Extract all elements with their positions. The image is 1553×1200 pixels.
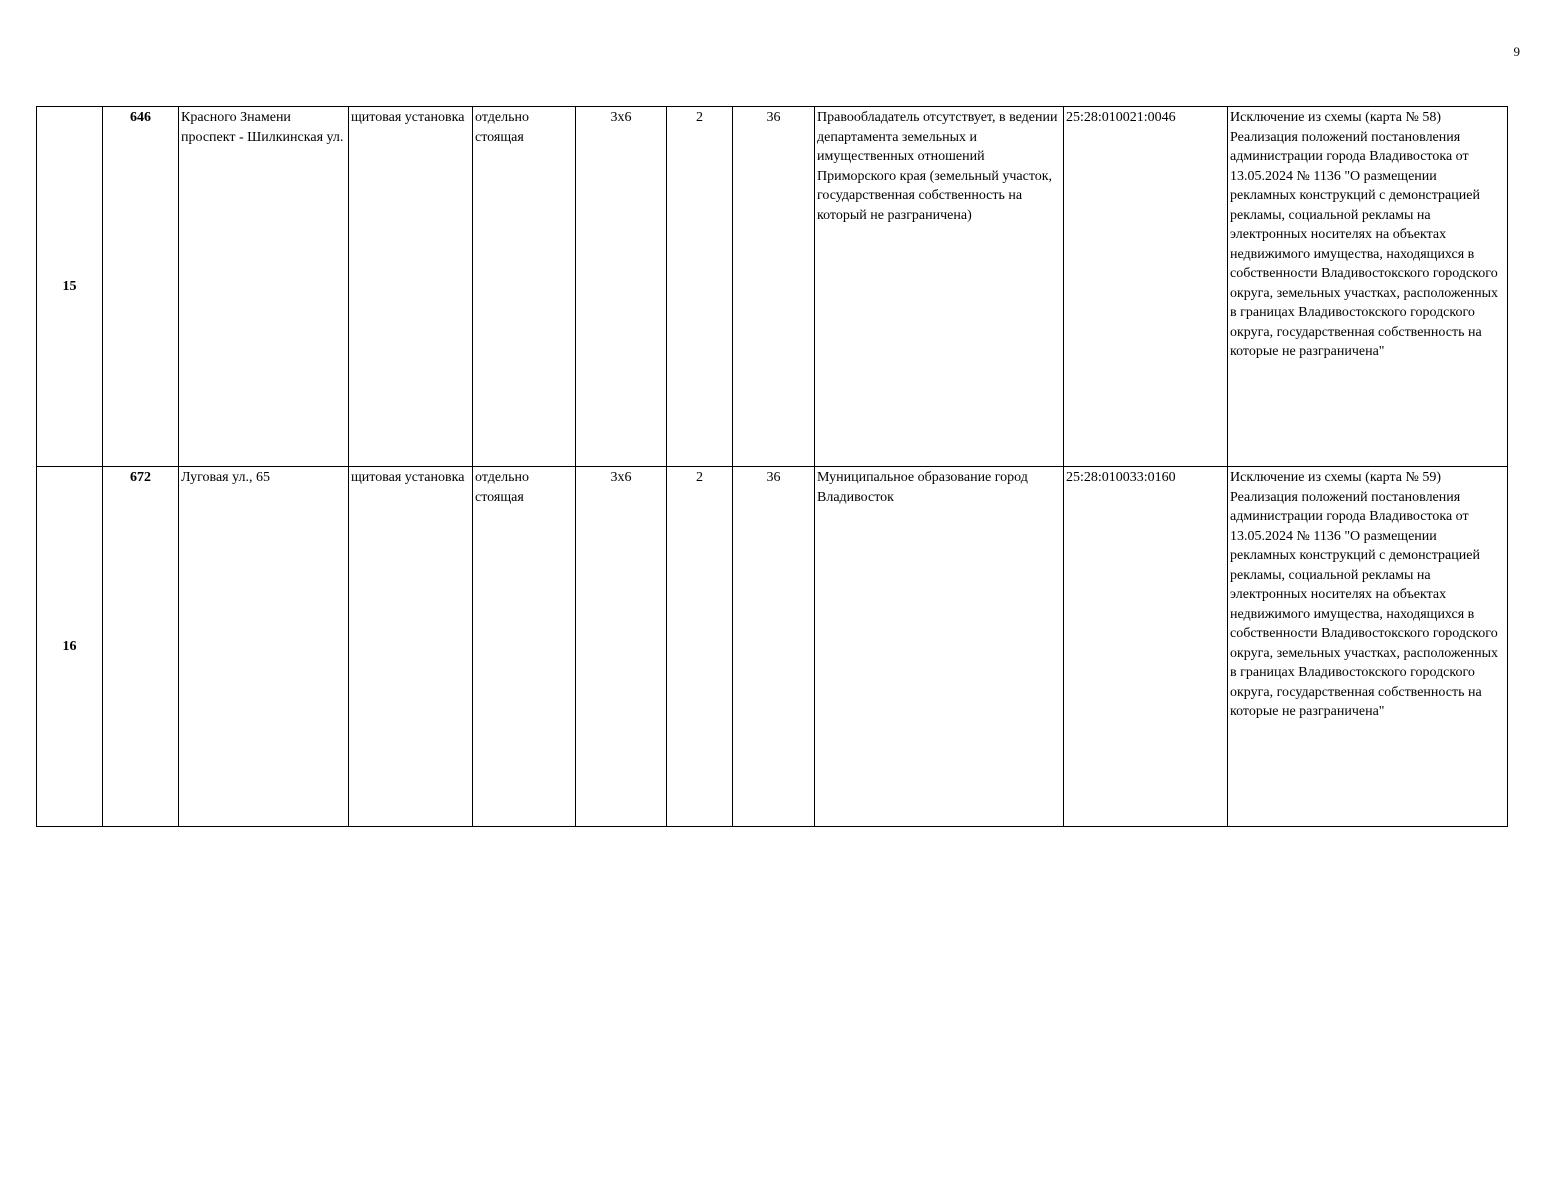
row-number-cell: 16 xyxy=(37,467,103,827)
sides-cell: 2 xyxy=(667,467,733,827)
size-cell: 3х6 xyxy=(576,467,667,827)
page-number: 9 xyxy=(1513,44,1520,59)
address-cell: Луговая ул., 65 xyxy=(179,467,349,827)
sides-cell: 2 xyxy=(667,107,733,467)
row-number-cell: 15 xyxy=(37,107,103,467)
advertising-structures-table xyxy=(36,106,1508,827)
owner-cell: Правообладатель отсутствует, в ведении департамента земельных и имущественных отношений Приморского края (земельный участок, государственная собственность на который не разграничена) xyxy=(815,107,1064,467)
area-cell: 36 xyxy=(733,467,815,827)
address-cell: Красного Знамени проспект - Шилкинская ул. xyxy=(179,107,349,467)
construction-type-cell: щитовая установка xyxy=(349,107,473,467)
cadastral-number-cell: 25:28:010021:0046 xyxy=(1064,107,1228,467)
cadastral-number-cell: 25:28:010033:0160 xyxy=(1064,467,1228,827)
note-cell: Исключение из схемы (карта № 59) Реализация положений постановления администрации города Владивостока от 13.05.2024 № 1136 "О размещении рекламных конструкций с демонстрацией рекламы, социальной рекламы на электронных носителях на объектах недвижимого имущества, находящихся в собственности Владивостокского городского округа, земельных участках, расположенных в границах Владивостокского городского округа, государственная собственность на которые не разграничена" xyxy=(1228,467,1508,827)
placement-cell: отдельно стоящая xyxy=(473,107,576,467)
table-row xyxy=(37,107,1508,467)
structure-number-cell: 672 xyxy=(103,467,179,827)
table-row xyxy=(37,467,1508,827)
area-cell: 36 xyxy=(733,107,815,467)
construction-type-cell: щитовая установка xyxy=(349,467,473,827)
note-cell: Исключение из схемы (карта № 58) Реализация положений постановления администрации города Владивостока от 13.05.2024 № 1136 "О размещении рекламных конструкций с демонстрацией рекламы, социальной рекламы на электронных носителях на объектах недвижимого имущества, находящихся в собственности Владивостокского городского округа, земельных участках, расположенных в границах Владивостокского городского округа, государственная собственность на которые не разграничена" xyxy=(1228,107,1508,467)
size-cell: 3х6 xyxy=(576,107,667,467)
structure-number-cell: 646 xyxy=(103,107,179,467)
placement-cell: отдельно стоящая xyxy=(473,467,576,827)
owner-cell: Муниципальное образование город Владивосток xyxy=(815,467,1064,827)
